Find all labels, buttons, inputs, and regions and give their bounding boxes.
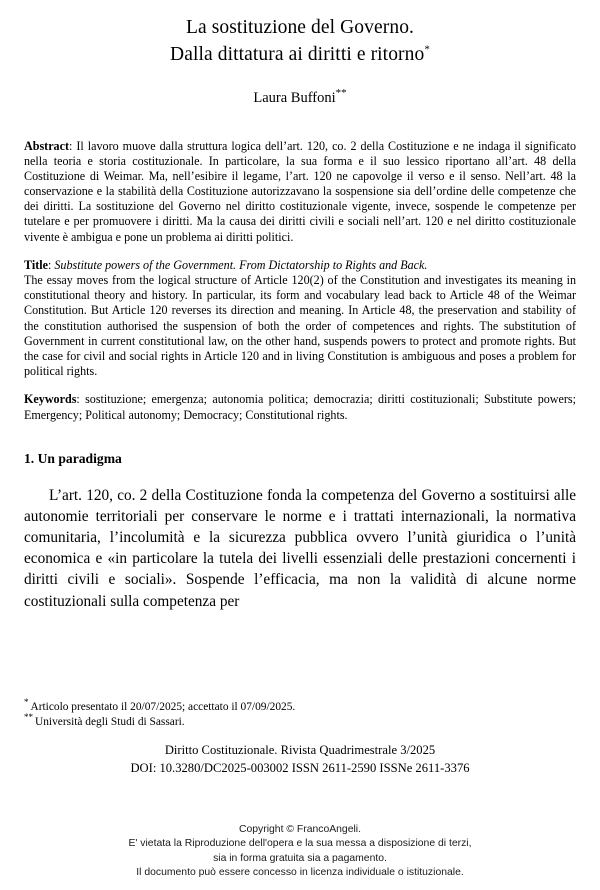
footnote-article-dates bbox=[24, 697, 576, 715]
journal-name: Diritto Costituzionale. Rivista Quadrimestrale 3/2025 bbox=[164, 743, 436, 757]
page-title-line-2 bbox=[24, 41, 576, 68]
english-summary-block bbox=[24, 258, 576, 379]
title-footnote-marker: * bbox=[424, 43, 430, 56]
copyright-notice bbox=[0, 823, 600, 881]
english-title-text: Substitute powers of the Government. From Dictatorship to Rights and Back. bbox=[54, 258, 428, 273]
abstract-separator: : bbox=[69, 139, 77, 153]
keywords-text: sostituzione; emergenza; autonomia politica; democrazia; diritti costituzionali; Substitute powers; Emergency; Political autonomy; Democracy; Constitutional rights. bbox=[24, 392, 576, 422]
journal-imprint bbox=[24, 742, 576, 777]
footnote-marker-1: * bbox=[24, 697, 29, 708]
abstract-text: Il lavoro muove dalla struttura logica dell’art. 120, co. 2 della Costituzione e ne indaga il significato nella teoria e storia costituzionale. In particolare, la sua forma e il suo lessico riportano all’art. 48 della Costituzione di Weimar. Ma, nell’esibire il legame, l’art. 120 ne capovolge il verso e il senso. Nell’art. 48 la conservazione e la stabilità della Costituzione autorizzavano la sospensione sia dell’ordine delle competenze che dei diritti. La sostituzione del Governo nel diritto costituzionale vigente, invece, sospende le competenze per tutelare e per promuovere i diritti. Ma la causa dei diritti civili e sociali nell’art. 120 e nel diritto costituzionale vivente è ambigua e pone un problema ai diritti politici. bbox=[24, 139, 576, 244]
keywords-separator: : bbox=[76, 392, 86, 407]
copyright-line-2: E' vietata la Riproduzione dell'opera e la sua messa a disposizione di terzi, bbox=[128, 838, 472, 850]
english-title-label: Title bbox=[24, 258, 48, 273]
page-title-line-1: La sostituzione del Governo. bbox=[185, 17, 415, 38]
english-title-separator: : bbox=[47, 258, 55, 273]
english-summary-text: The essay moves from the logical structure of Article 120(2) of the Constitution and investigates its meaning in constitutional theory and history. In particular, its form and vocabulary lead back to Article 48 of the Weimar Constitution. But Article 120 reverses its direction and meaning. In Article 48, the preservation and stability of the constitution authorised the suspension of both the order of competences and rights. The substitution of Government in current constitutional law, on the other hand, suspends powers to protect and promote rights. But the case for civil and social rights in Article 120 and in living Constitution is ambiguous and poses a problem for political rights. bbox=[24, 273, 576, 378]
footnote-marker-2: ** bbox=[24, 712, 33, 723]
author-footnote-marker: ** bbox=[335, 87, 347, 100]
author-line bbox=[24, 88, 576, 108]
footnotes-block bbox=[24, 697, 576, 730]
abstract-label: Abstract bbox=[24, 139, 70, 153]
section-heading: 1. Un paradigma bbox=[24, 450, 122, 466]
copyright-line-1: Copyright © FrancoAngeli. bbox=[238, 824, 361, 835]
keywords-label: Keywords bbox=[24, 392, 77, 407]
copyright-line-4: Il documento può essere concesso in licenza individuale o istituzionale. bbox=[136, 867, 464, 879]
footnote-text-2: Università degli Studi di Sassari. bbox=[35, 716, 185, 729]
journal-identifiers: DOI: 10.3280/DC2025-003002 ISSN 2611-2590 ISSNe 2611-3376 bbox=[130, 760, 470, 775]
copyright-line-3: sia in forma gratuita sia a pagamento. bbox=[213, 852, 387, 864]
title-block bbox=[24, 14, 576, 68]
page-title-line-2-text: Dalla dittatura ai diritti e ritorno bbox=[170, 44, 425, 65]
abstract-block bbox=[24, 139, 576, 245]
keywords-block bbox=[24, 392, 576, 422]
author-name: Laura Buffoni bbox=[253, 90, 336, 106]
english-title-line bbox=[24, 258, 576, 273]
footnote-affiliation bbox=[24, 712, 576, 730]
body-paragraph: L’art. 120, co. 2 della Costituzione fonda la competenza del Governo a sostituirsi alle autonomie territoriali per conservare le norme e i trattati internazionali, la normativa comunitaria, l’incolumità e la sicurezza pubblica ovvero l’unità giuridica o l’unità economica e «in particolare la tutela dei livelli essenziali delle prestazioni concernenti i diritti civili e sociali». Sospende l’efficacia, ma non la validità di alcune norme costituzionali sulla competenza per bbox=[24, 486, 576, 610]
footnote-text-1: Articolo presentato il 20/07/2025; accettato il 07/09/2025. bbox=[30, 701, 296, 713]
